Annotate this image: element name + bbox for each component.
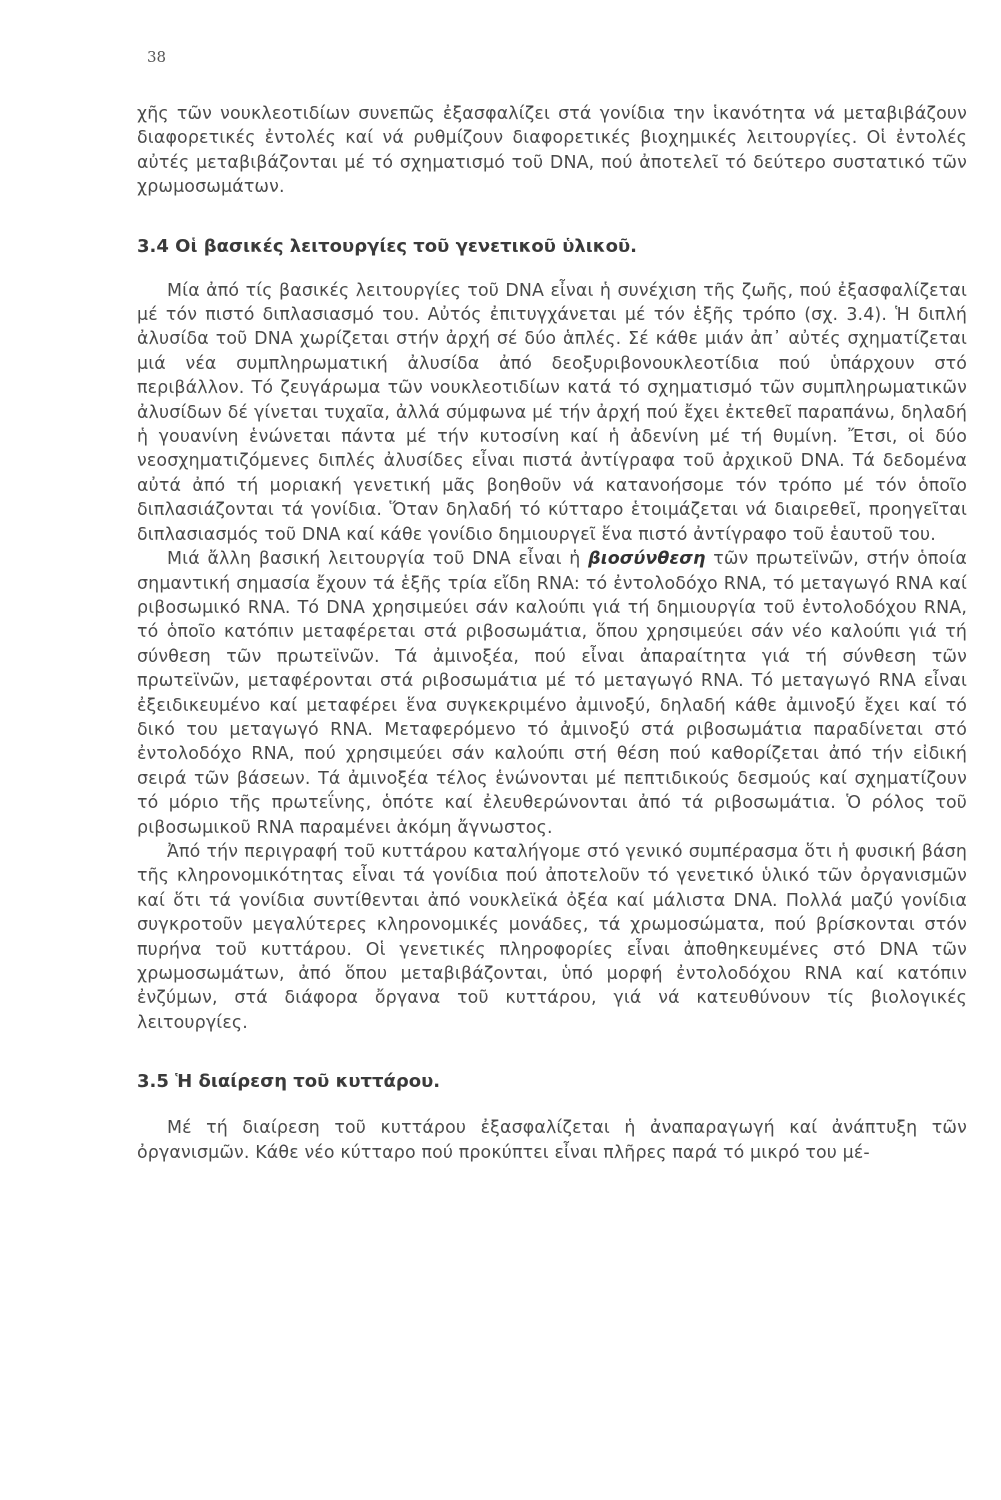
paragraph-conclusion: Ἀπό τήν περιγραφή τοῦ κυττάρου καταλήγομε στό γενικό συμπέρασμα ὅτι ἡ φυσική βάση τῆς κληρονομικότητας εἶναι τά γονίδια πού ἀποτελοῦν τό γενετικό ὑλικό τῶν ὀργανισμῶν καί ὅτι τά γονίδια συντίθενται ἀπό νουκλεϊκά ὀξέα καί μάλιστα DNA. Πολλά μαζύ γονίδια συγκροτοῦν μεγαλύτερες κληρονομικές μονάδες, τά χρωμοσώματα, πού βρίσκονται στόν πυρήνα τοῦ κυττάρου. Οἱ γενετικές πληροφορίες εἶναι ἀποθηκευμένες στό DNA τῶν χρωμοσωμάτων, ἀπό ὅπου μεταβιβάζονται, ὑπό μορφή ἐντολοδόχου RNA καί κατόπιν ἐνζύμων, στά διάφορα ὄργανα τοῦ κυττάρου, γιά νά κατευθύνουν τίς βιολογικές λειτουργίες. [137,841,967,1033]
section-heading-3-4: 3.4 Οἱ βασικές λειτουργίες τοῦ γενετικοῦ ὑλικοῦ. [137,235,637,257]
paragraph-text: Μιά ἄλλη βασική λειτουργία τοῦ DNA εἶναι ἡ [167,549,589,570]
emphasized-term: βιοσύνθεση [588,549,706,570]
paragraph-dna-replication: Μία ἀπό τίς βασικές λειτουργίες τοῦ DNA εἶναι ἡ συνέχιση τῆς ζωῆς, πού ἐξασφαλίζεται μέ τόν πιστό διπλασιασμό του. Αὐτός ἐπιτυγχάνεται μέ τόν ἑξῆς τρόπο (σχ. 3.4). Ἡ διπλή ἀλυσίδα τοῦ DNA χωρίζεται στήν ἀρχή σέ δύο ἁπλές. Σέ κάθε μιάν ἀπ᾽ αὐτές σχηματίζεται μιά νέα συμπληρωματική ἀλυσίδα ἀπό δεοξυριβονουκλεοτίδια πού ὑπάρχουν στό περιβάλλον. Τό ζευγάρωμα τῶν νουκλεοτιδίων κατά τό σχηματισμό τῶν συμπληρωματικῶν ἀλυσίδων δέ γίνεται τυχαῖα, ἀλλά σύμφωνα μέ τήν ἀρχή πού ἔχει ἐκτεθεῖ παραπάνω, δηλαδή ἡ γουανίνη ἑνώνεται πάντα μέ τήν κυτοσίνη καί ἡ ἀδενίνη μέ τή θυμίνη. Ἔτσι, οἱ δύο νεοσχηματιζόμενες διπλές ἀλυσίδες εἶναι πιστά ἀντίγραφα τοῦ ἀρχικοῦ DNA. Τά δεδομένα αὐτά ἀπό τή μοριακή γενετική μᾶς βοηθοῦν νά κατανοήσομε τόν τρόπο μέ τόν ὁποῖο διπλασιάζονται τά γονίδια. Ὅταν δηλαδή τό κύτταρο ἑτοιμάζεται νά διαιρεθεῖ, προηγεῖται διπλασιασμός τοῦ DNA καί κάθε γονίδιο δημιουργεῖ ἕνα πιστό ἀντίγραφο τοῦ ἑαυτοῦ του. [137,280,967,545]
paragraph-cell-division: Μέ τή διαίρεση τοῦ κυττάρου ἐξασφαλίζεται ἡ ἀναπαραγωγή καί ἀνάπτυξη τῶν ὀργανισμῶν. Κάθε νέο κύτταρο πού προκύπτει εἶναι πλῆρες παρά τό μικρό του μέ- [137,1118,967,1163]
paragraph-intro: χῆς τῶν νουκλεοτιδίων συνεπῶς ἐξασφαλίζει στά γονίδια την ἱκανότητα νά μεταβιβάζουν διαφορετικές ἐντολές καί νά ρυθμίζουν διαφορετικές βιοχημικές λειτουργίες. Οἱ ἐντολές αὐτές μεταβιβάζονται μέ τό σχηματισμό τοῦ DNA, πού ἀποτελεῖ τό δεύτερο συστατικό τῶν χρωμοσωμάτων. [137,104,967,198]
paragraph-protein-biosynthesis [137,547,967,840]
section-heading-3-5: 3.5 Ἡ διαίρεση τοῦ κυττάρου. [137,1071,441,1093]
paragraph-text: τῶν πρωτεϊνῶν, στήν ὁποία σημαντική σημασία ἔχουν τά ἑξῆς τρία εἴδη RNA: τό ἐντολοδόχο RNA, τό μεταγωγό RNA καί ριβοσωμικό RNA. Τό DNA χρησιμεύει σάν καλούπι γιά τή δημιουργία τοῦ ἐντολοδόχου RNA, τό ὁποῖο κατόπιν μεταφέρεται στά ριβοσωμάτια, ὅπου χρησιμεύει σάν νέο καλούπι γιά τή σύνθεση τῶν πρωτεϊνῶν. Τά ἀμινοξέα, πού εἶναι ἀπαραίτητα γιά τή σύνθεση τῶν πρωτεϊνῶν, μεταφέρονται στά ριβοσωμάτια μέ τό μεταγωγό RNA. Τό μεταγωγό RNA εἶναι ἐξειδικευμένο καί μεταφέρει ἕνα συγκεκριμένο ἀμινοξύ, δηλαδή κάθε ἀμινοξύ ἔχει καί τό δικό του μεταγωγό RNA. Μεταφερόμενο τό ἀμινοξύ στά ριβοσωμάτια παραδίνεται στό ἐντολοδόχο RNA, πού χρησιμεύει σάν καλούπι στή θέση πού καθορίζεται ἀπό τήν εἰδική σειρά τῶν βάσεων. Τά ἀμινοξέα τέλος ἑνώνονται μέ πεπτιδικούς δεσμούς καί σχηματίζουν τό μόριο τῆς πρωτεΐνης, ὁπότε καί ἐλευθερώνονται ἀπό τά ριβοσωμάτια. Ὁ ρόλος τοῦ ριβοσωμικοῦ RNA παραμένει ἀκόμη ἄγνωστος. [137,549,967,838]
page-body [137,102,967,1165]
page-number: 38 [147,48,167,66]
